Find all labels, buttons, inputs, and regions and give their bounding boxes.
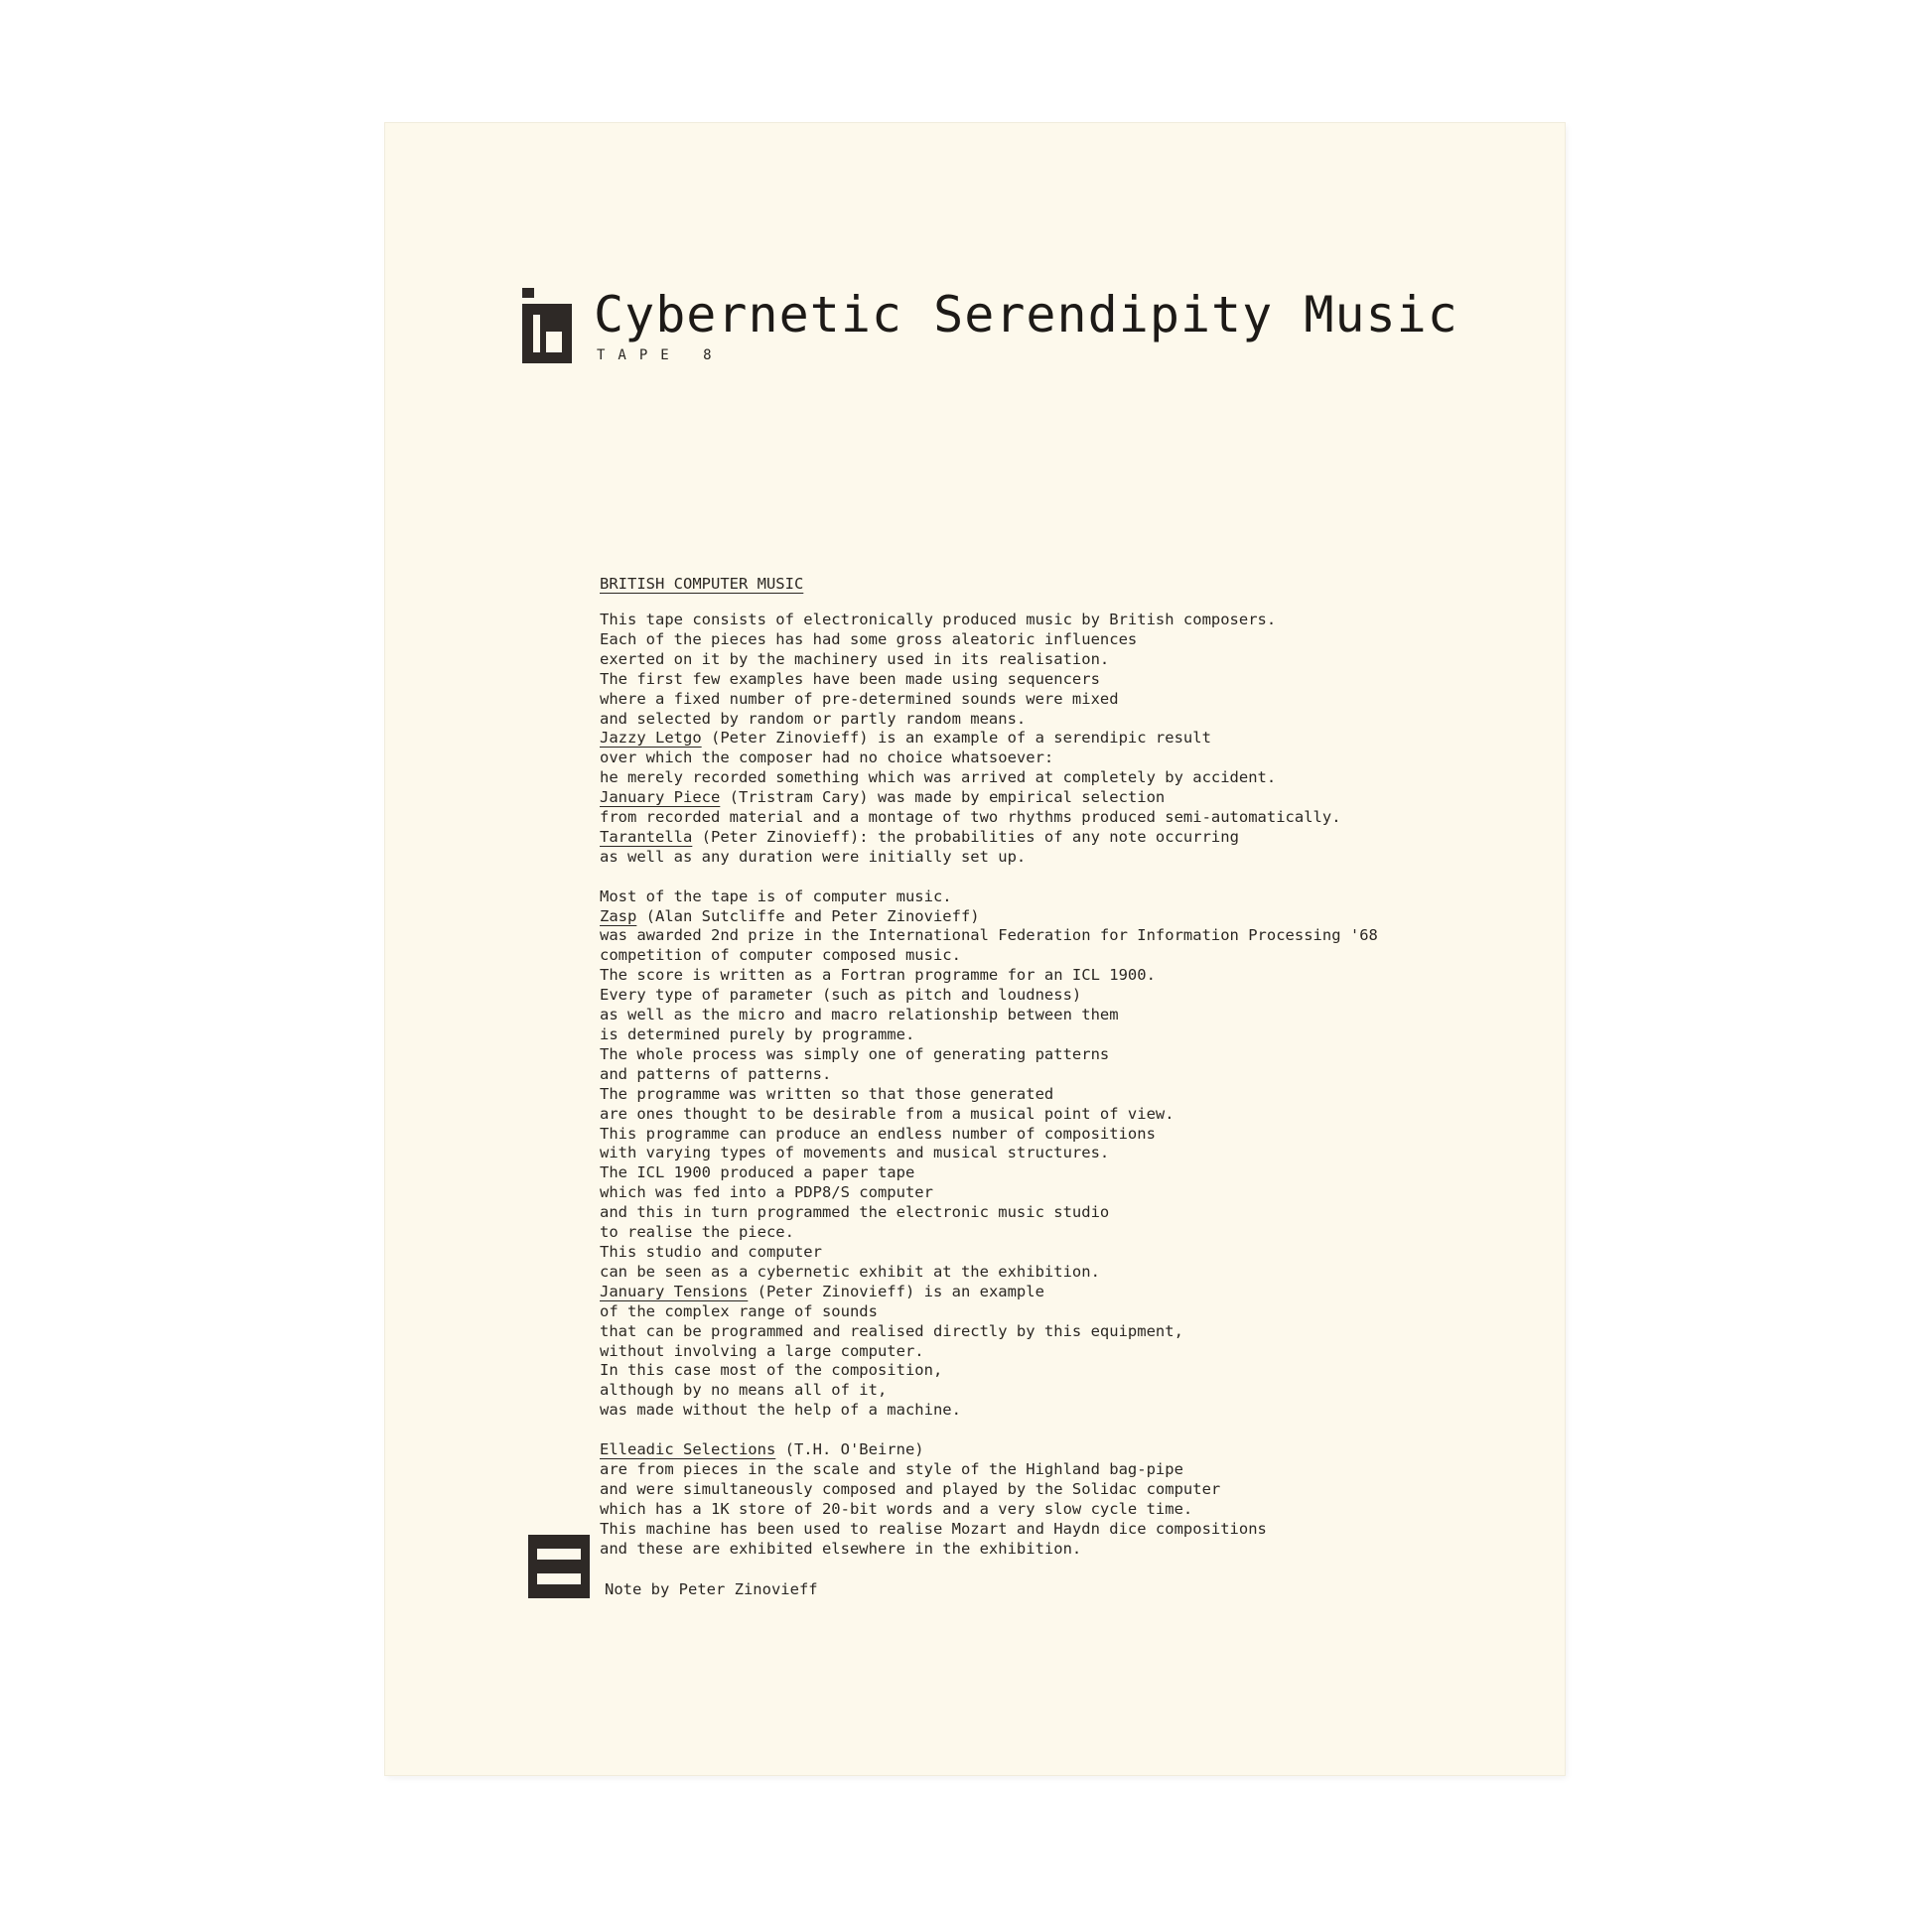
text-line: exerted on it by the machinery used in its realisation. — [600, 649, 1110, 668]
text-line: to realise the piece. — [600, 1223, 794, 1242]
text-line: which has a 1K store of 20-bit words and a very slow cycle time. — [600, 1499, 1193, 1518]
text-line: although by no means all of it, — [600, 1381, 888, 1400]
text-line: Most of the tape is of computer music. — [600, 886, 952, 905]
text-line: that can be programmed and realised directly by this equipment, — [600, 1321, 1183, 1340]
work-title-tarantella: Tarantella — [600, 827, 693, 846]
text-line — [600, 828, 1543, 848]
text-line: was awarded 2nd prize in the International Federation for Information Processing '68 — [600, 926, 1378, 945]
intro-paragraph — [600, 611, 1543, 868]
text-fragment: (Peter Zinovieff) is an example — [748, 1282, 1044, 1300]
text-line — [600, 907, 1543, 927]
text-fragment: (Peter Zinovieff) is an example of a serendipic result — [701, 729, 1211, 748]
text-line: without involving a large computer. — [600, 1341, 924, 1360]
text-line: are from pieces in the scale and style of the Highland bag-pipe — [600, 1459, 1183, 1478]
section-heading: BRITISH COMPUTER MUSIC — [600, 575, 804, 593]
text-line: and selected by random or partly random means. — [600, 709, 1027, 728]
text-line: This tape consists of electronically produced music by British composers. — [600, 611, 1277, 628]
text-line: from recorded material and a montage of two rhythms produced semi-automatically. — [600, 808, 1341, 827]
text-line: This studio and computer — [600, 1242, 822, 1261]
text-line: over which the composer had no choice whatsoever: — [600, 749, 1054, 767]
text-fragment: (Tristram Cary) was made by empirical selection — [720, 788, 1166, 807]
tape-8-number-icon — [528, 1535, 590, 1598]
text-fragment: (T.H. O'Beirne) — [775, 1440, 924, 1459]
work-title-elleadic-selections: Elleadic Selections — [600, 1440, 776, 1459]
text-line: The ICL 1900 produced a paper tape — [600, 1163, 915, 1182]
tape-label: TAPE 8 — [597, 347, 725, 363]
computer-music-paragraph — [600, 887, 1543, 1421]
text-line: and this in turn programmed the electronic music studio — [600, 1203, 1110, 1222]
text-line: and these are exhibited elsewhere in the exhibition. — [600, 1539, 1082, 1558]
ica-logo-icon — [522, 288, 572, 363]
text-line: can be seen as a cybernetic exhibit at the exhibition. — [600, 1262, 1100, 1281]
text-line: as well as the micro and macro relationship between them — [600, 1006, 1119, 1024]
text-line: The score is written as a Fortran programme for an ICL 1900. — [600, 966, 1156, 985]
text-fragment: (Alan Sutcliffe and Peter Zinovieff) — [636, 906, 980, 925]
text-line: The first few examples have been made using sequencers — [600, 669, 1100, 688]
work-title-zasp: Zasp — [600, 906, 637, 925]
text-line: The programme was written so that those generated — [600, 1084, 1054, 1103]
body-text — [600, 611, 1543, 1578]
text-line: was made without the help of a machine. — [600, 1401, 961, 1420]
page-title: Cybernetic Serendipity Music — [594, 286, 1458, 343]
text-line: competition of computer composed music. — [600, 946, 961, 965]
work-title-january-tensions: January Tensions — [600, 1282, 749, 1300]
text-line — [600, 729, 1543, 749]
text-line: with varying types of movements and musical structures. — [600, 1144, 1110, 1162]
text-line: are ones thought to be desirable from a musical point of view. — [600, 1104, 1174, 1123]
text-line: and were simultaneously composed and played by the Solidac computer — [600, 1479, 1221, 1498]
text-line — [600, 1283, 1543, 1302]
text-line: This machine has been used to realise Mozart and Haydn dice compositions — [600, 1519, 1267, 1538]
elleadic-paragraph — [600, 1440, 1543, 1559]
author-note: Note by Peter Zinovieff — [605, 1580, 818, 1598]
text-fragment: (Peter Zinovieff): the probabilities of any note occurring — [692, 827, 1239, 846]
text-line: is determined purely by programme. — [600, 1025, 915, 1044]
text-line: This programme can produce an endless number of compositions — [600, 1124, 1156, 1143]
text-line: of the complex range of sounds — [600, 1301, 878, 1320]
work-title-january-piece: January Piece — [600, 788, 721, 807]
text-line: The whole process was simply one of generating patterns — [600, 1044, 1110, 1063]
text-line — [600, 788, 1543, 808]
text-line: In this case most of the composition, — [600, 1361, 943, 1380]
text-line: as well as any duration were initially set up. — [600, 847, 1027, 866]
text-line: Every type of parameter (such as pitch and loudness) — [600, 986, 1082, 1005]
text-line: which was fed into a PDP8/S computer — [600, 1183, 933, 1202]
text-line: and patterns of patterns. — [600, 1064, 832, 1083]
work-title-jazzy-letgo: Jazzy Letgo — [600, 729, 702, 748]
text-line: he merely recorded something which was arrived at completely by accident. — [600, 768, 1277, 787]
text-line — [600, 1440, 1543, 1460]
text-line: Each of the pieces has had some gross aleatoric influences — [600, 629, 1138, 648]
text-line: where a fixed number of pre-determined sounds were mixed — [600, 689, 1119, 708]
